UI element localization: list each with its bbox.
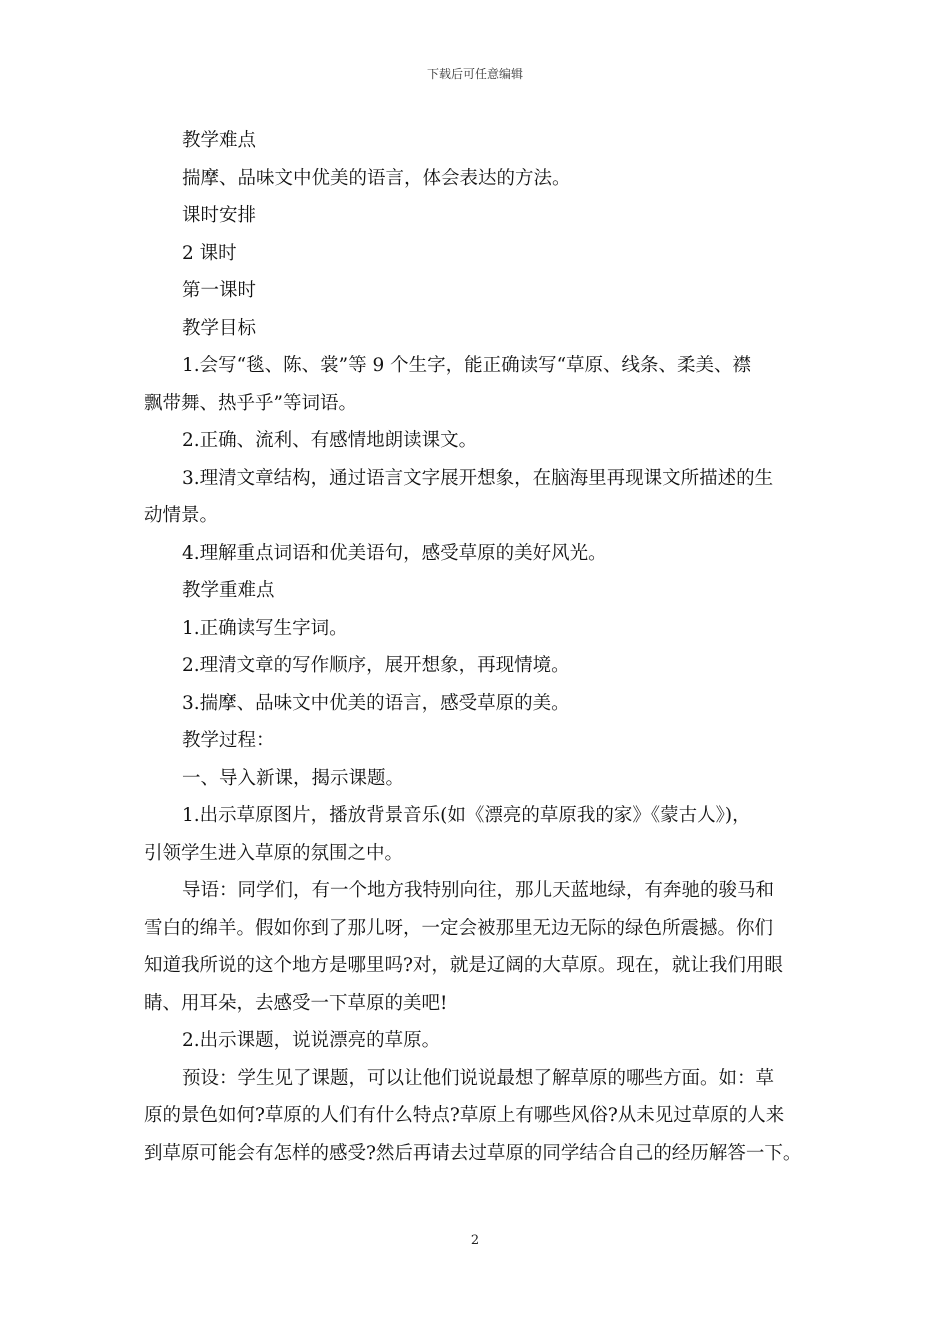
paragraph-line: 原的景色如何?草原的人们有什么特点?草原上有哪些风俗?从未见过草原的人来 — [144, 1105, 785, 1126]
paragraph-line: 飘带舞、热乎乎”等词语。 — [144, 392, 357, 414]
paragraph-line: 3.理清文章结构，通过语言文字展开想象，在脑海里再现课文所描述的生 — [182, 467, 774, 489]
page-header: 下载后可任意编辑 — [426, 67, 523, 81]
paragraph-line: 2.正确、流利、有感情地朗读课文。 — [182, 430, 478, 451]
paragraph-line: 导语：同学们，有一个地方我特别向往，那儿天蓝地绿，有奔驰的骏马和 — [182, 880, 775, 901]
document-body — [144, 122, 820, 1172]
paragraph-line: 3.揣摩、品味文中优美的语言，感受草原的美。 — [182, 692, 570, 714]
paragraph-line: 动情景。 — [144, 505, 219, 526]
heading-teaching-difficulty: 教学难点 — [182, 130, 257, 151]
paragraph-line: 4.理解重点词语和优美语句，感受草原的美好风光。 — [182, 542, 607, 564]
paragraph-line: 2.出示课题，说说漂亮的草原。 — [182, 1030, 441, 1051]
paragraph-line: 雪白的绵羊。假如你到了那儿呀，一定会被那里无边无际的绿色所震撼。你们 — [144, 917, 774, 939]
paragraph-line: 1.出示草原图片，播放背景音乐(如《漂亮的草原我的家》《蒙古人》)， — [182, 805, 751, 826]
paragraph-line: 1.正确读写生字词。 — [182, 617, 348, 639]
heading-schedule: 课时安排 — [182, 205, 257, 226]
heading-first-lesson: 第一课时 — [182, 280, 257, 301]
heading-teaching-goals: 教学目标 — [182, 317, 257, 339]
page-number: 2 — [470, 1233, 480, 1248]
heading-teaching-process: 教学过程： — [182, 730, 275, 751]
paragraph-line: 2.理清文章的写作顺序，展开想象，再现情境。 — [182, 655, 570, 676]
paragraph-line: 睛、用耳朵，去感受一下草原的美吧! — [144, 992, 448, 1014]
paragraph-line: 到草原可能会有怎样的感受?然后再请去过草原的同学结合自己的经历解答一下。 — [144, 1142, 802, 1164]
paragraph-line: 引领学生进入草原的氛围之中。 — [144, 842, 404, 864]
paragraph-line: 揣摩、品味文中优美的语言，体会表达的方法。 — [182, 167, 571, 189]
paragraph-line: 1.会写“毯、陈、裳”等 9 个生字，能正确读写“草原、线条、柔美、襟 — [182, 355, 752, 376]
paragraph-line: 知道我所说的这个地方是哪里吗?对，就是辽阔的大草原。现在，就让我们用眼 — [144, 955, 783, 976]
paragraph-line: 2 课时 — [182, 242, 237, 264]
paragraph-line: 一、导入新课，揭示课题。 — [182, 767, 405, 789]
heading-key-points: 教学重难点 — [182, 580, 275, 601]
paragraph-line: 预设：学生见了课题，可以让他们说说最想了解草原的哪些方面。如：草 — [182, 1067, 775, 1089]
